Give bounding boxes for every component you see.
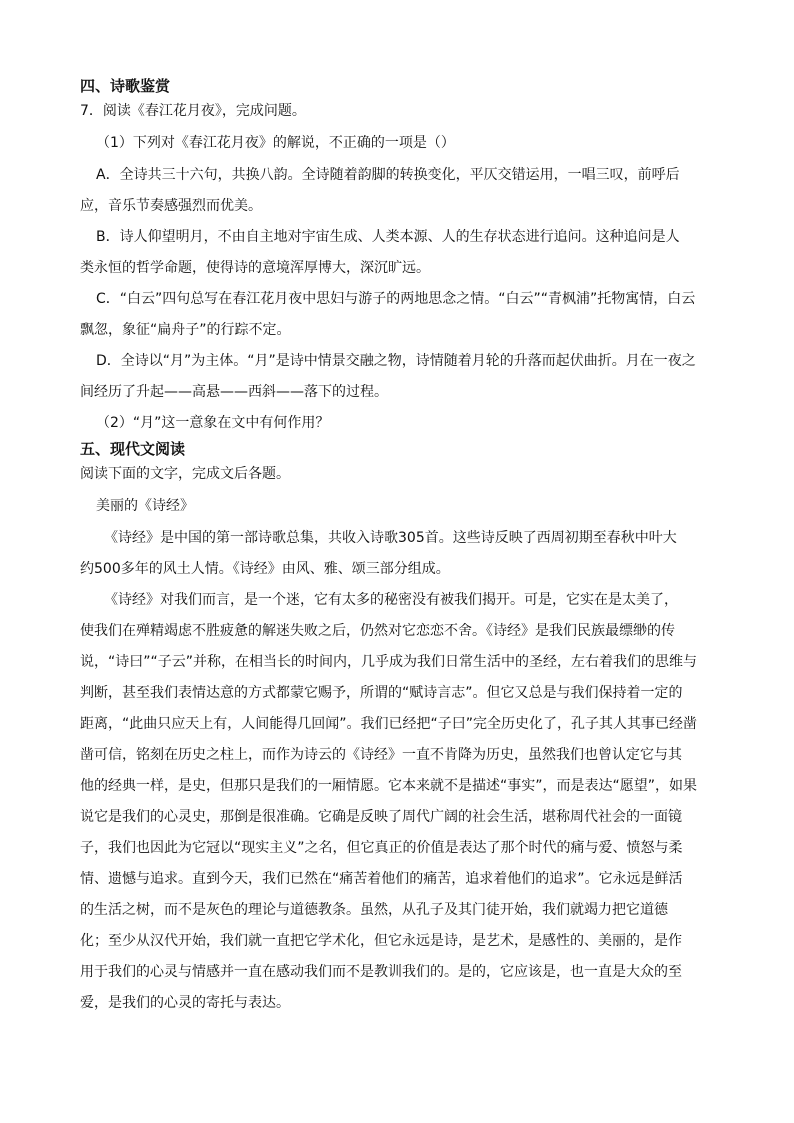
paragraph-2-line-5: 距离，“此曲只应天上有，人间能得几回闻”。我们已经把“子曰”完全历史化了，孔子其人其事已经凿 (80, 716, 698, 732)
paragraph-2-line-2: 使我们在殚精竭虑不胜疲惫的解迷失败之后，仍然对它恋恋不舍。《诗经》是我们民族最缥缈的传 (80, 623, 675, 639)
essay-title: 美丽的《诗经》 (96, 498, 194, 514)
question-2-stem: （2）“月”这一意象在文中有何作用？ (96, 415, 330, 431)
option-b-line-1: B．诗人仰望明月，不由自主地对宇宙生成、人类本源、人的生存状态进行追问。这种追问是人 (96, 229, 680, 245)
paragraph-2-line-13: 用于我们的心灵与情感并一直在感动我们而不是教训我们的。是的，它应该是，也一直是大众的至 (80, 964, 682, 980)
option-d-line-2: 间经历了升起——高悬——西斜——落下的过程。 (80, 384, 388, 400)
paragraph-2-line-4: 判断，甚至我们表情达意的方式都蒙它赐予，所谓的“赋诗言志”。但它又总是与我们保持着一定的 (80, 685, 683, 701)
paragraph-2-line-14: 爱，是我们的心灵的寄托与表达。 (80, 995, 290, 1011)
question-1-stem: （1）下列对《春江花月夜》的解说，不正确的一项是（） (96, 135, 455, 151)
option-b-line-2: 类永恒的哲学命题，使得诗的意境浑厚博大，深沉旷远。 (80, 260, 430, 276)
option-c-line-1: C．“白云”四句总写在春江花月夜中思妇与游子的两地思念之情。“白云”“青枫浦”托物寓情，白云 (96, 291, 696, 307)
paragraph-2-line-1: 《诗经》对我们而言，是一个迷，它有太多的秘密没有被我们揭开。可是，它实在是太美了， (104, 592, 678, 608)
paragraph-1-line-2: 约500多年的风土人情。《诗经》由风、雅、颂三部分组成。 (80, 561, 450, 577)
section-heading-poetry: 四、诗歌鉴赏 (80, 77, 171, 95)
paragraph-2-line-6: 凿可信，铭刻在历史之柱上，而作为诗云的《诗经》一直不肯降为历史，虽然我们也曾认定它与其 (80, 747, 682, 763)
option-a-line-1: A．全诗共三十六句，共换八韵。全诗随着韵脚的转换变化，平仄交错运用，一唱三叹，前呼后 (96, 167, 680, 183)
paragraph-2-line-12: 化；至少从汉代开始，我们就一直把它学术化，但它永远是诗，是艺术，是感性的、美丽的，是作 (80, 933, 682, 949)
option-a-line-2: 应，音乐节奏感强烈而优美。 (80, 198, 262, 214)
section-heading-modern-reading: 五、现代文阅读 (80, 440, 186, 458)
paragraph-2-line-8: 说它是我们的心灵史，那倒是很准确。它确是反映了周代广阔的社会生活，堪称周代社会的一面镜 (80, 809, 682, 825)
paragraph-2-line-7: 他的经典一样，是史，但那只是我们的一厢情愿。它本来就不是描述“事实”，而是表达“愿望”，如果 (80, 778, 698, 794)
paragraph-1-line-1: 《诗经》是中国的第一部诗歌总集，共收入诗歌305首。这些诗反映了西周初期至春秋中叶大 (104, 530, 677, 546)
paragraph-2-line-9: 子，我们也因此为它冠以“现实主义”之名，但它真正的价值是表达了那个时代的痛与爱、愤怒与柔 (80, 840, 683, 856)
paragraph-2-line-3: 说，“诗曰”“子云”并称，在相当长的时间内，几乎成为我们日常生活中的圣经，左右着我们的思维与 (80, 654, 698, 670)
question-7-intro: 7．阅读《春江花月夜》，完成问题。 (80, 103, 306, 119)
reading-intro: 阅读下面的文字，完成文后各题。 (80, 466, 290, 482)
paragraph-2-line-10: 情、遗憾与追求。直到今天，我们已然在“痛苦着他们的痛苦，追求着他们的追求”。它永远是鲜活 (80, 871, 683, 887)
paragraph-2-line-11: 的生活之树，而不是灰色的理论与道德教条。虽然，从孔子及其门徒开始，我们就竭力把它道德 (80, 902, 668, 918)
option-d-line-1: D．全诗以“月”为主体。“月”是诗中情景交融之物，诗情随着月轮的升落而起伏曲折。月在一夜之 (96, 353, 696, 369)
option-c-line-2: 飘忽，象征“扁舟子”的行踪不定。 (80, 322, 291, 338)
